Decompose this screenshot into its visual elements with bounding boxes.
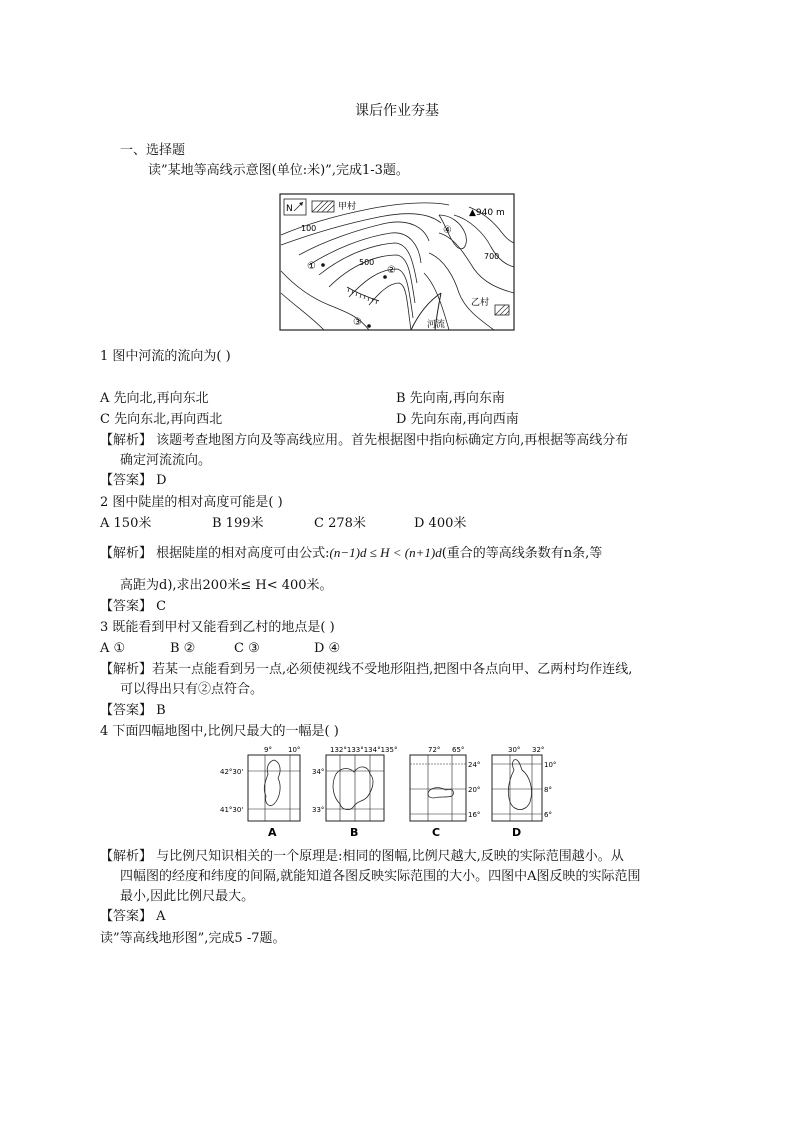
q2-stem: 2 图中陡崖的相对高度可能是( ) xyxy=(100,495,283,510)
q4-analysis-text-1: 与比例尺知识相关的一个原理是:相同的图幅,比例尺越大,反映的实际范围越小。从 xyxy=(152,849,624,864)
map-c-lat-1: 24° xyxy=(468,761,481,769)
q2-analysis-text-2: 高距为d),求出200米≤ H< 400米。 xyxy=(120,578,333,593)
q3-answer xyxy=(100,702,166,720)
map-b-lat-2: 33° xyxy=(312,806,325,814)
q4-stem: 4 下面四幅地图中,比例尺最大的一幅是( ) xyxy=(100,724,339,739)
q2-answer-value: C xyxy=(152,599,167,614)
contour-500-label: 500 xyxy=(359,258,375,267)
map-b-lat-1: 34° xyxy=(312,768,325,776)
q3-stem: 3 既能看到甲村又能看到乙村的地点是( ) xyxy=(100,620,335,635)
map-c-lon-1: 72° xyxy=(428,746,441,754)
q4-analysis-text-3: 最小,因此比例尺最大。 xyxy=(120,889,255,904)
river-label: 河流 xyxy=(427,320,446,330)
q3-analysis-text-1: 若某一点能看到另一点,必须使视线不受地形阻挡,把图中各点向甲、乙两村均作连线, xyxy=(152,662,633,677)
q2-option-b: B 199米 xyxy=(212,516,264,531)
q3-option-a: A ① xyxy=(100,641,126,656)
map-b-lon: 132°133°134°135° xyxy=(330,746,398,754)
q1-analysis-text-2: 确定河流流向。 xyxy=(120,453,212,468)
q3-option-c: C ③ xyxy=(234,641,260,656)
map-d-lon-2: 32° xyxy=(532,746,545,754)
map-a-lat-1: 42°30' xyxy=(220,768,244,776)
map-b xyxy=(312,746,397,838)
intro-text-2: 读”等高线地形图”,完成5 -7题。 xyxy=(100,931,286,946)
cliff-height-formula: (n−1)d ≤ H < (n+1)d xyxy=(329,545,442,560)
answer-tag: 【答案】 xyxy=(100,599,153,614)
map-b-label: B xyxy=(350,826,359,838)
four-maps-figure xyxy=(218,746,558,838)
map-c xyxy=(410,746,480,838)
contour-700-label: 700 xyxy=(484,252,500,261)
map-c-lat-3: 16° xyxy=(468,811,481,819)
page-title: 课后作业夯基 xyxy=(355,103,439,119)
q1-answer-value: D xyxy=(152,473,167,488)
q3-option-b: B ② xyxy=(170,641,196,656)
intro-text-1: 读”某地等高线示意图(单位:米)”,完成1-3题。 xyxy=(148,163,409,178)
map-d-lat-3: 6° xyxy=(544,811,552,819)
map-c-label: C xyxy=(432,826,441,838)
map-a-label: A xyxy=(268,826,277,838)
q1-analysis-text-1: 该题考查地图方向及等高线应用。首先根据图中指向标确定方向,再根据等高线分布 xyxy=(152,433,629,448)
q1-option-c: C 先向东北,再向西北 xyxy=(100,412,223,427)
village-b-label: 乙村 xyxy=(471,298,490,308)
q4-analysis xyxy=(100,848,624,866)
q1-option-d: D 先向东南,再向西南 xyxy=(396,412,519,427)
analysis-tag: 【解析】 xyxy=(100,433,153,448)
answer-tag: 【答案】 xyxy=(100,909,153,924)
point-3-label: ③ xyxy=(353,317,362,328)
contour-100-label: 100 xyxy=(301,224,317,233)
map-d-label: D xyxy=(512,826,522,838)
q1-analysis xyxy=(100,432,628,450)
q2-option-a: A 150米 xyxy=(100,516,152,531)
analysis-tag: 【解析】 xyxy=(100,849,153,864)
q3-answer-value: B xyxy=(152,703,166,718)
point-2-label: ② xyxy=(387,265,396,276)
map-d-lon-1: 30° xyxy=(508,746,521,754)
peak-label: ▲940 m xyxy=(469,208,505,218)
q3-option-d: D ④ xyxy=(314,641,341,656)
q1-option-a: A 先向北,再向东北 xyxy=(100,391,209,406)
q4-answer-value: A xyxy=(152,909,166,924)
map-d xyxy=(492,746,556,838)
contour-map-figure xyxy=(279,193,515,331)
q4-answer xyxy=(100,908,166,926)
map-d-lat-2: 8° xyxy=(544,786,552,794)
q3-analysis-text-2: 可以得出只有②点符合。 xyxy=(120,682,264,697)
q1-answer xyxy=(100,472,167,490)
map-d-lat-1: 10° xyxy=(544,761,557,769)
map-c-lon-2: 65° xyxy=(452,746,465,754)
q2-option-c: C 278米 xyxy=(314,516,366,531)
north-label: N xyxy=(286,204,293,214)
map-a-lon-1: 9° xyxy=(264,746,272,754)
point-1-label: ① xyxy=(307,261,316,272)
map-a xyxy=(220,746,300,838)
map-a-lon-2: 10° xyxy=(288,746,301,754)
q1-option-b: B 先向南,再向东南 xyxy=(396,391,505,406)
q2-option-d: D 400米 xyxy=(414,516,467,531)
map-c-lat-2: 20° xyxy=(468,786,481,794)
section-heading: 一、选择题 xyxy=(120,143,186,158)
point-4-label: ④ xyxy=(443,225,452,236)
q2-answer xyxy=(100,598,166,616)
map-a-lat-2: 41°30' xyxy=(220,806,244,814)
answer-tag: 【答案】 xyxy=(100,473,153,488)
answer-tag: 【答案】 xyxy=(100,703,153,718)
q4-analysis-text-2: 四幅图的经度和纬度的间隔,就能知道各图反映实际范围的大小。四图中A图反映的实际范围 xyxy=(120,869,641,884)
village-a-label: 甲村 xyxy=(338,202,357,212)
q2-analysis xyxy=(100,544,602,563)
q3-analysis xyxy=(100,661,632,679)
analysis-tag: 【解析】 xyxy=(100,546,153,561)
q2-analysis-text-1a: 根据陡崖的相对高度可由公式: xyxy=(152,546,330,561)
q1-stem: 1 图中河流的流向为( ) xyxy=(100,349,231,364)
analysis-tag: 【解析】 xyxy=(100,662,153,677)
q2-analysis-text-1b: (重合的等高线条数有n条,等 xyxy=(441,546,603,561)
